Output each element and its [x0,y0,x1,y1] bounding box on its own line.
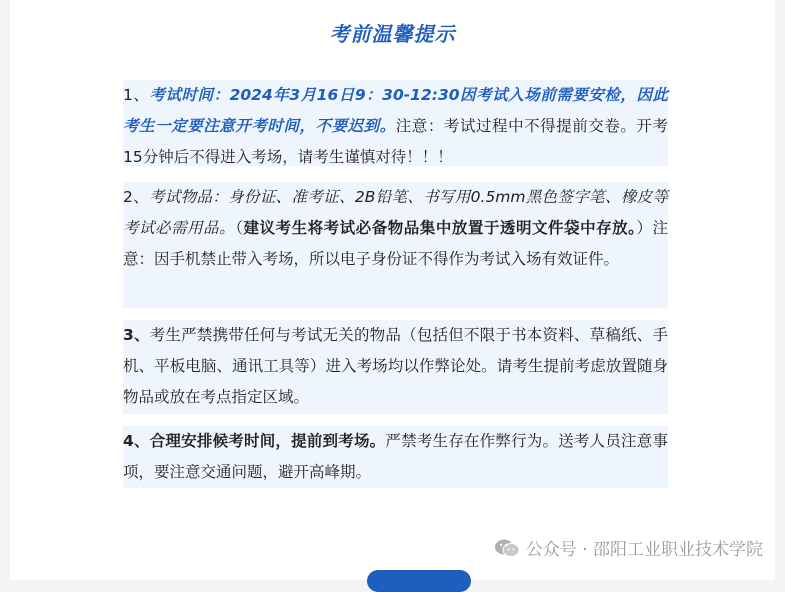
watermark [494,535,763,560]
paren: （ [235,219,244,237]
exam-time-highlight: 考试时间：2024年3月16日9：30-12:30因考试入场前需要安检，因此考生一定要注意开考时间，不要迟到。 [123,86,668,135]
notice-item-4 [123,426,668,488]
item-text: ）注意：因手机禁止带入考场，所以电子身份证不得作为考试入场有效证件。 [123,219,668,268]
article-page [10,0,775,580]
arrival-text: 合理安排候考时间，提前到考场。 [149,432,386,450]
item-text: 严禁考生存在作弊行为。送考人员注意事项，要注意交通问题，避开高峰期。 [123,432,668,481]
item-number: 4、 [123,432,150,450]
item-number: 2、 [123,188,150,206]
exam-items-text: 考试物品：身份证、准考证、2B铅笔、书写用0.5mm黑色签字笔、橡皮等考试必需用品。 [123,188,668,237]
watermark-text: 公众号 · 邵阳工业职业技术学院 [525,540,763,560]
page-title: 考前温馨提示 [329,22,456,46]
item-text: 考生严禁携带任何与考试无关的物品（包括但不限于书本资料、草稿纸、手机、平板电脑、通讯工具等）进入考场均以作弊论处。请考生提前考虑放置随身物品或放在考点指定区域。 [123,326,668,406]
item-number: 3、 [123,326,150,344]
item-number: 1、 [123,86,150,104]
wechat-icon [494,538,520,558]
bottom-banner-button[interactable] [367,570,471,592]
notice-item-2 [123,182,668,308]
suggestion-text: 建议考生将考试必备物品集中放置于透明文件袋中存放。 [243,219,637,237]
notice-item-1 [123,80,668,166]
page-edge [775,0,785,580]
notice-item-3 [123,320,668,414]
item-text: 注意：考试过程中不得提前交卷。开考15分钟后不得进入考场，请考生谨慎对待！！！ [123,117,668,166]
